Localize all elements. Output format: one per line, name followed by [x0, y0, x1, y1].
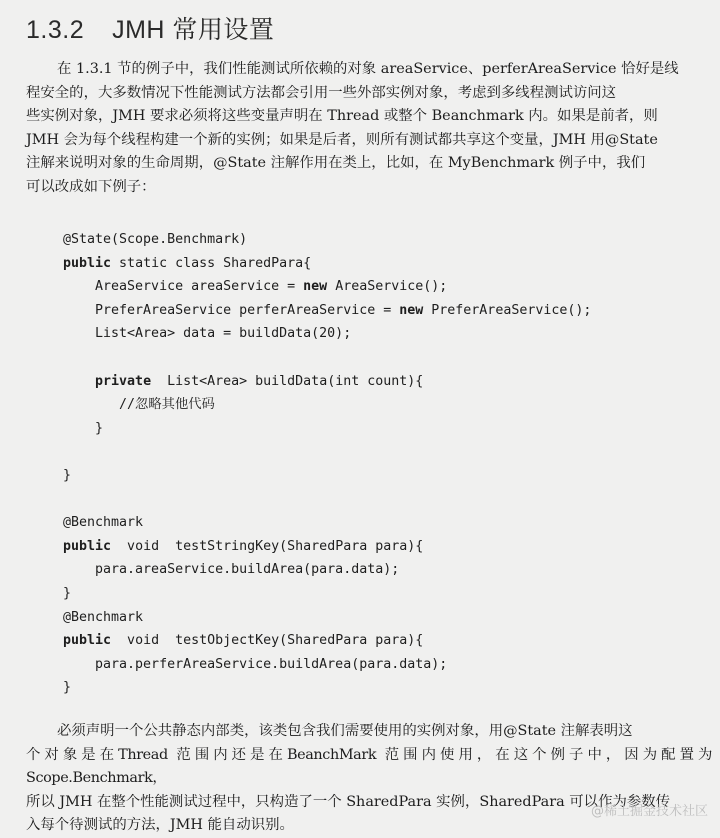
watermark: @稀土掘金技术社区 — [590, 804, 708, 819]
code-line — [63, 393, 591, 417]
code-line — [63, 511, 591, 535]
code-text: PreferAreaService perferAreaService = — [63, 302, 400, 318]
intro-paragraph — [26, 58, 712, 199]
code-text: } — [63, 467, 72, 483]
code-line — [63, 370, 591, 394]
code-text: para.areaService.buildArea(para.data); — [63, 562, 400, 578]
section-title: JMH 常用设置 — [112, 16, 275, 44]
intro-line: 注解来说明对象的生命周期，@State 注解作用在类上，比如，在 MyBenchmark 例子中，我们 — [26, 155, 646, 171]
code-text: AreaService(); — [327, 279, 448, 295]
code-line — [63, 629, 591, 653]
code-text: } — [63, 585, 72, 601]
code-text: void testObjectKey(SharedPara para){ — [111, 633, 424, 649]
code-line — [63, 346, 591, 370]
code-keyword: new — [303, 279, 328, 295]
code-line — [63, 322, 591, 346]
intro-line: 些实例对象，JMH 要求必须将这些变量声明在 Thread 或整个 Beanchmark 内。如果是前者，则 — [26, 108, 658, 124]
code-text: } — [63, 420, 104, 436]
code-text: PreferAreaService(); — [423, 302, 592, 318]
intro-line: JMH 会为每个线程构建一个新的实例；如果是后者，则所有测试都共享这个变量，JMH 用@State — [26, 131, 658, 148]
code-keyword: new — [399, 302, 424, 318]
code-text: List<Area> data = buildData(20); — [63, 326, 352, 342]
code-line — [63, 252, 591, 276]
code-keyword: private — [95, 373, 152, 389]
code-line — [63, 417, 591, 441]
code-line — [63, 676, 591, 700]
code-line — [63, 558, 591, 582]
outro-line: 个对象是在Thread 范围内还是在BeanchMark 范围内使用，在这个例子中，因为配置为Scope.Benchmark， — [26, 746, 712, 786]
code-line — [63, 464, 591, 488]
code-line — [63, 653, 591, 677]
outro-line: 入每个待测试的方法，JMH 能自动识别。 — [26, 817, 294, 833]
code-text: @Benchmark — [63, 609, 144, 625]
code-line — [63, 535, 591, 559]
code-line — [63, 582, 591, 606]
intro-line: 可以改成如下例子： — [26, 178, 156, 195]
outro-line: 所以 JMH 在整个性能测试过程中，只构造了一个 SharedPara 实例，SharedPara 可以作为参数传 — [26, 793, 671, 810]
code-block — [63, 228, 591, 700]
code-text: void testStringKey(SharedPara para){ — [111, 538, 424, 554]
code-line — [63, 275, 591, 299]
code-line — [63, 228, 591, 252]
code-keyword: public — [63, 538, 112, 554]
intro-line: 在 1.3.1 节的例子中，我们性能测试所依赖的对象 areaService、perferAreaService 恰好是线 — [57, 61, 679, 77]
code-line — [63, 606, 591, 630]
code-keyword: public — [63, 255, 112, 271]
intro-line: 程安全的，大多数情况下性能测试方法都会引用一些外部实例对象，考虑到多线程测试访问这 — [26, 84, 617, 101]
code-text: @Benchmark — [63, 515, 144, 531]
code-text: static class SharedPara{ — [111, 255, 312, 271]
code-line — [63, 488, 591, 512]
code-line — [63, 440, 591, 464]
outro-line: 必须声明一个公共静态内部类，该类包含我们需要使用的实例对象，用@State 注解表明这 — [57, 723, 633, 739]
code-text — [63, 374, 95, 389]
code-text: } — [63, 680, 72, 696]
code-line — [63, 299, 591, 323]
code-text: //忽略其他代码 — [63, 397, 215, 413]
code-text: para.perferAreaService.buildArea(para.data); — [63, 656, 448, 672]
outro-paragraph — [26, 720, 712, 838]
code-text: @State(Scope.Benchmark) — [63, 232, 248, 247]
section-number: 1.3.2 — [26, 16, 85, 44]
code-text: AreaService areaService = — [63, 279, 304, 295]
code-text: List<Area> buildData(int count){ — [151, 373, 424, 389]
code-keyword: public — [63, 633, 112, 649]
section-heading — [26, 10, 274, 46]
